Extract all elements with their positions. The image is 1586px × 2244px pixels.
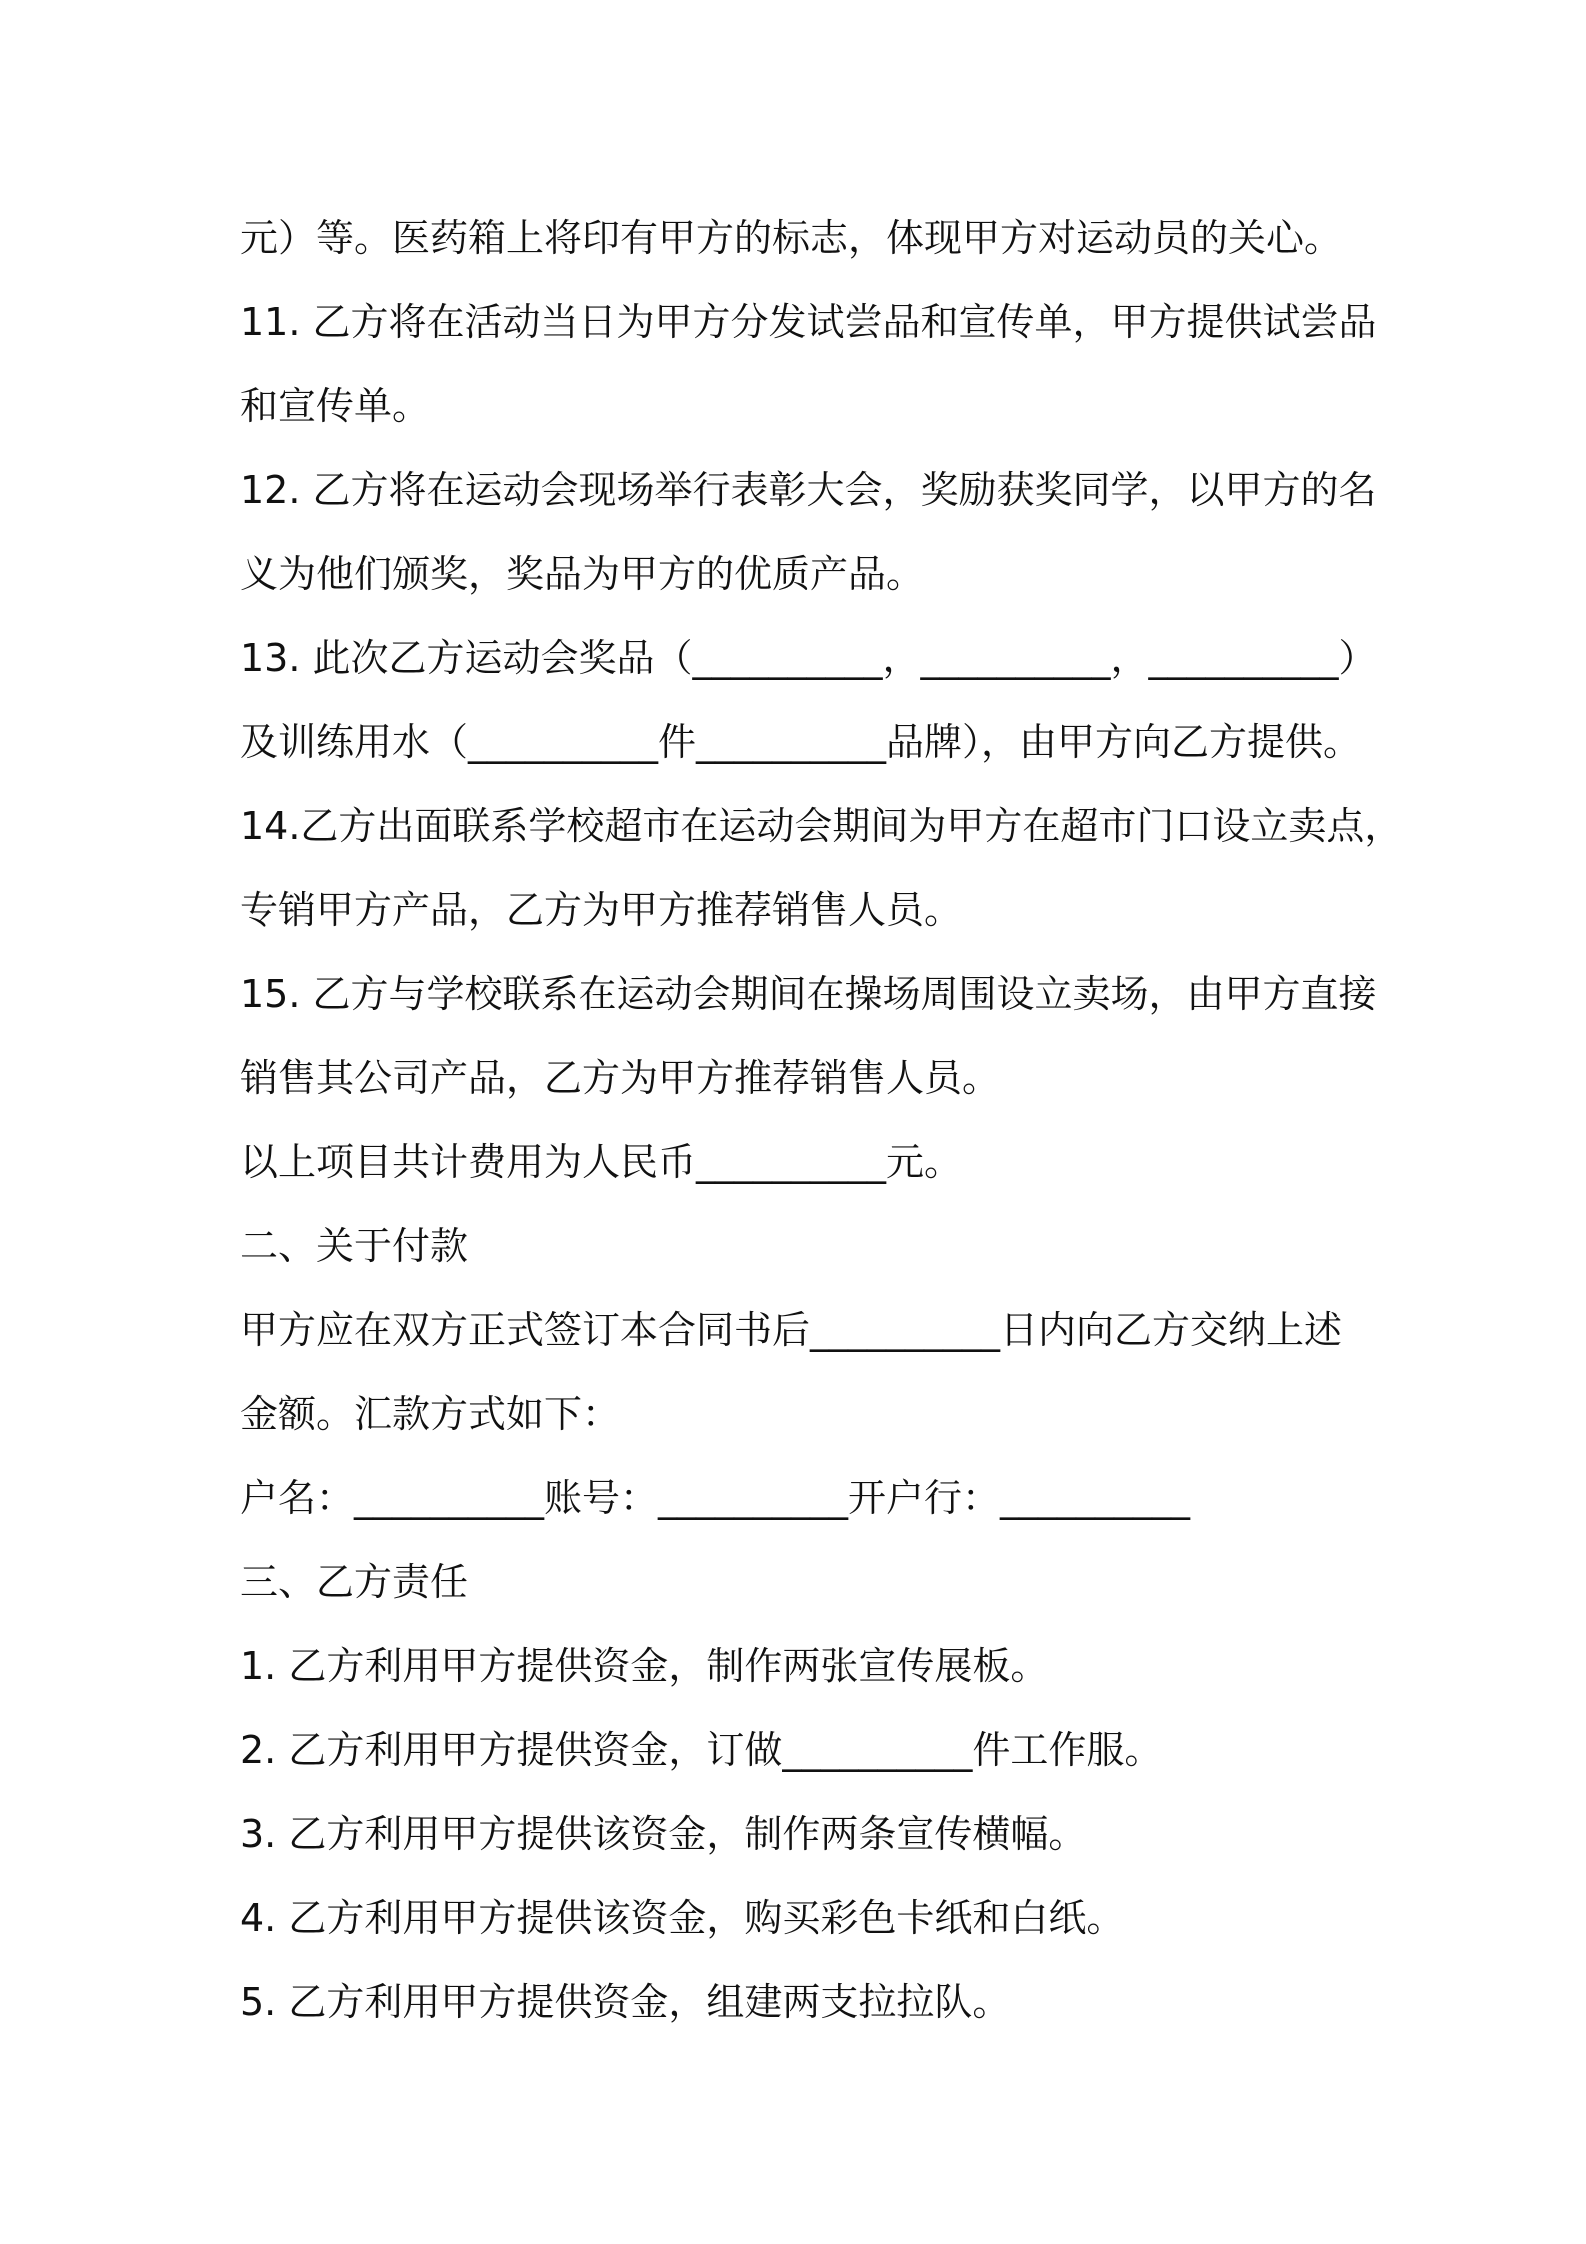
- section-heading-payment: 二、关于付款: [240, 1224, 469, 1268]
- text-line: 14.乙方出面联系学校超市在运动会期间为甲方在超市门口设立卖点，: [240, 804, 1403, 848]
- text-line: 户名：__________账号：__________开户行：__________: [240, 1476, 1191, 1520]
- text-line: 和宣传单。: [240, 384, 431, 428]
- list-item: 4. 乙方利用甲方提供该资金，购买彩色卡纸和白纸。: [240, 1896, 1125, 1940]
- section-heading-party-b-responsibility: 三、乙方责任: [240, 1560, 469, 1604]
- text-line: 13. 此次乙方运动会奖品（__________，__________，__________）: [240, 636, 1377, 680]
- text-line: 11. 乙方将在活动当日为甲方分发试尝品和宣传单，甲方提供试尝品: [240, 300, 1377, 344]
- text-line: 15. 乙方与学校联系在运动会期间在操场周围设立卖场，由甲方直接: [240, 972, 1377, 1016]
- list-item: 5. 乙方利用甲方提供资金，组建两支拉拉队。: [240, 1980, 1011, 2024]
- text-line: 及训练用水（__________件__________品牌），由甲方向乙方提供。: [240, 720, 1362, 764]
- list-item: 1. 乙方利用甲方提供资金，制作两张宣传展板。: [240, 1644, 1049, 1688]
- text-line: 销售其公司产品，乙方为甲方推荐销售人员。: [240, 1056, 1001, 1100]
- document-body: [240, 196, 1420, 2044]
- text-line: 义为他们颁奖，奖品为甲方的优质产品。: [240, 552, 925, 596]
- text-line: 甲方应在双方正式签订本合同书后__________日内向乙方交纳上述: [240, 1308, 1343, 1352]
- list-item: 2. 乙方利用甲方提供资金，订做__________件工作服。: [240, 1728, 1163, 1772]
- list-item: 3. 乙方利用甲方提供该资金，制作两条宣传横幅。: [240, 1812, 1087, 1856]
- text-line: 专销甲方产品，乙方为甲方推荐销售人员。: [240, 888, 963, 932]
- text-line: 元）等。医药箱上将印有甲方的标志，体现甲方对运动员的关心。: [240, 216, 1343, 260]
- text-line: 12. 乙方将在运动会现场举行表彰大会，奖励获奖同学，以甲方的名: [240, 468, 1377, 512]
- text-line: 以上项目共计费用为人民币__________元。: [240, 1140, 963, 1184]
- text-line: 金额。汇款方式如下：: [240, 1392, 621, 1436]
